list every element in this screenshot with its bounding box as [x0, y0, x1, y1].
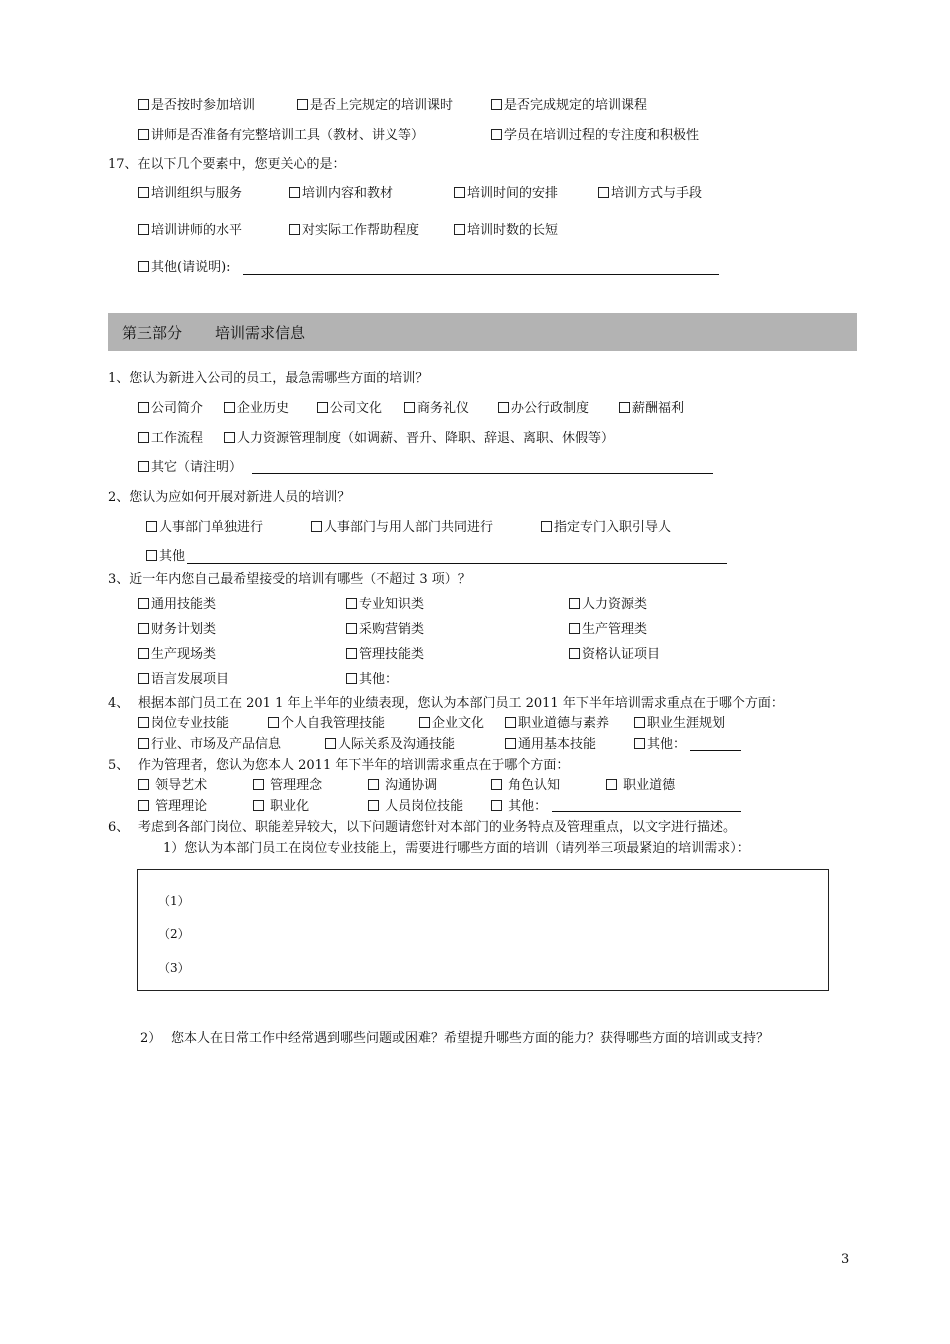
checkbox-icon: [253, 800, 264, 811]
checkbox-s3q3-production-mgmt[interactable]: 生产管理类: [569, 622, 647, 638]
question-17: 17、在以下几个要素中，您更关心的是：: [108, 157, 346, 172]
checkbox-q17-trainer[interactable]: 培训讲师的水平: [138, 223, 242, 239]
checkbox-s3q3-finance[interactable]: 财务计划类: [138, 622, 216, 638]
checkbox-q17-hours[interactable]: 培训时数的长短: [454, 223, 558, 239]
checkbox-icon: [268, 717, 279, 728]
checkbox-icon: [311, 521, 322, 532]
checkbox-s3q3-language[interactable]: 语言发展项目: [138, 672, 229, 688]
s3q2-other-input-line[interactable]: [187, 563, 727, 564]
checkbox-icon: [138, 224, 149, 235]
checkbox-s3q4-basic-skills[interactable]: 通用基本技能: [505, 737, 596, 753]
checkbox-s3q4-other[interactable]: 其他：: [634, 737, 686, 753]
checkbox-s3q3-expertise[interactable]: 专业知识类: [346, 597, 424, 613]
checkbox-icon: [541, 521, 552, 532]
checkbox-icon: [138, 402, 149, 413]
checkbox-s3q3-management[interactable]: 管理技能类: [346, 647, 424, 663]
answer-box[interactable]: [137, 869, 829, 991]
checkbox-s3q1-history[interactable]: 企业历史: [224, 401, 289, 417]
checkbox-s3q5-role[interactable]: 角色认知: [491, 778, 560, 794]
checkbox-icon: [138, 623, 149, 634]
s3q6-sub-question-2: 您本人在日常工作中经常遇到哪些问题或困难？希望提升哪些方面的能力？获得哪些方面的培训或支持？: [171, 1031, 770, 1046]
checkbox-icon: [505, 717, 516, 728]
checkbox-s3q4-industry[interactable]: 行业、市场及产品信息: [138, 737, 281, 753]
s3-question-1: 1、您认为新进入公司的员工，最急需哪些方面的培训？: [108, 371, 429, 386]
checkbox-s3q4-communication[interactable]: 人际关系及沟通技能: [325, 737, 455, 753]
checkbox-icon: [224, 432, 235, 443]
checkbox-icon: [138, 598, 149, 609]
checkbox-icon: [146, 521, 157, 532]
checkbox-icon: [289, 187, 300, 198]
checkbox-s3q5-coordination[interactable]: 沟通协调: [368, 778, 437, 794]
checkbox-icon: [138, 779, 149, 790]
s3q1-other-input-line[interactable]: [252, 473, 713, 474]
checkbox-s3q3-general-skills[interactable]: 通用技能类: [138, 597, 216, 613]
checkbox-s3q2-joint[interactable]: 人事部门与用人部门共同进行: [311, 520, 493, 536]
checkbox-icon: [138, 461, 149, 472]
checkbox-icon: [491, 129, 502, 140]
checkbox-icon: [346, 598, 357, 609]
checkbox-icon: [138, 673, 149, 684]
checkbox-icon: [569, 598, 580, 609]
checkbox-s3q5-concept[interactable]: 管理理念: [253, 778, 322, 794]
checkbox-q17-method[interactable]: 培训方式与手段: [598, 186, 702, 202]
checkbox-s3q3-other[interactable]: 其他：: [346, 672, 398, 688]
checkbox-s3q3-purchasing[interactable]: 采购营销类: [346, 622, 424, 638]
checkbox-icon: [598, 187, 609, 198]
answer-line-1: （1）: [158, 894, 190, 908]
checkbox-s3q4-professional[interactable]: 岗位专业技能: [138, 716, 229, 732]
checkbox-q17-service[interactable]: 培训组织与服务: [138, 186, 242, 202]
checkbox-s3q4-culture[interactable]: 企业文化: [419, 716, 484, 732]
checkbox-s3q5-staff-skills[interactable]: 人员岗位技能: [368, 799, 463, 815]
s3q5-other-input-line[interactable]: [552, 811, 741, 812]
section-header: [108, 313, 857, 351]
q17-other-input-line[interactable]: [243, 274, 719, 275]
checkbox-attend-on-time[interactable]: 是否按时参加培训: [138, 98, 255, 114]
s3-question-5-number: 5、: [108, 758, 130, 773]
section-part-label: 第三部分: [122, 324, 183, 342]
checkbox-icon: [346, 673, 357, 684]
checkbox-s3q3-hr[interactable]: 人力资源类: [569, 597, 647, 613]
checkbox-s3q1-intro[interactable]: 公司简介: [138, 401, 203, 417]
checkbox-icon: [224, 402, 235, 413]
checkbox-icon: [491, 99, 502, 110]
checkbox-complete-hours[interactable]: 是否上完规定的培训课时: [297, 98, 453, 114]
checkbox-icon: [569, 623, 580, 634]
checkbox-s3q4-career[interactable]: 职业生涯规划: [634, 716, 725, 732]
checkbox-complete-courses[interactable]: 是否完成规定的培训课程: [491, 98, 647, 114]
checkbox-s3q2-hr-only[interactable]: 人事部门单独进行: [146, 520, 263, 536]
checkbox-icon: [634, 738, 645, 749]
checkbox-icon: [138, 99, 149, 110]
s3q4-other-input-line[interactable]: [690, 750, 741, 751]
checkbox-s3q1-culture[interactable]: 公司文化: [317, 401, 382, 417]
checkbox-icon: [325, 738, 336, 749]
checkbox-s3q1-etiquette[interactable]: 商务礼仪: [404, 401, 469, 417]
checkbox-s3q1-workflow[interactable]: 工作流程: [138, 431, 203, 447]
checkbox-trainer-tools[interactable]: 讲师是否准备有完整培训工具（教材、讲义等）: [138, 128, 424, 144]
checkbox-icon: [138, 432, 149, 443]
checkbox-icon: [505, 738, 516, 749]
checkbox-icon: [498, 402, 509, 413]
checkbox-q17-help[interactable]: 对实际工作帮助程度: [289, 223, 419, 239]
s3q6-sub-question-2-number: 2）: [140, 1031, 162, 1046]
checkbox-s3q4-self-mgmt[interactable]: 个人自我管理技能: [268, 716, 385, 732]
s3-question-6: 考虑到各部门岗位、职能差异较大，以下问题请您针对本部门的业务特点及管理重点，以文字进行描述。: [138, 820, 737, 835]
checkbox-s3q4-ethics[interactable]: 职业道德与素养: [505, 716, 609, 732]
checkbox-icon: [138, 261, 149, 272]
s3-question-4: 根据本部门员工在 201 1 年上半年的业绩表现，您认为本部门员工 2011 年下半年培训需求重点在于哪个方面：: [138, 696, 784, 711]
checkbox-icon: [253, 779, 264, 790]
s3-question-2: 2、您认为应如何开展对新进人员的培训？: [108, 490, 351, 505]
answer-line-2: （2）: [158, 927, 190, 941]
s3q6-sub-question-1: 1）您认为本部门员工在岗位专业技能上，需要进行哪些方面的培训（请列举三项最紧迫的培训需求）：: [163, 841, 750, 856]
checkbox-s3q1-other[interactable]: 其它（请注明）: [138, 460, 242, 476]
checkbox-q17-other[interactable]: 其他(请说明):: [138, 260, 231, 276]
checkbox-icon: [289, 224, 300, 235]
checkbox-icon: [404, 402, 415, 413]
checkbox-icon: [138, 187, 149, 198]
s3-question-3: 3、近一年内您自己最希望接受的培训有哪些（不超过 3 项）？: [108, 572, 471, 587]
checkbox-s3q2-mentor[interactable]: 指定专门入职引导人: [541, 520, 671, 536]
checkbox-s3q3-shopfloor[interactable]: 生产现场类: [138, 647, 216, 663]
checkbox-icon: [454, 224, 465, 235]
checkbox-icon: [146, 550, 157, 561]
checkbox-icon: [297, 99, 308, 110]
checkbox-s3q5-other[interactable]: 其他：: [491, 799, 547, 815]
checkbox-icon: [138, 717, 149, 728]
checkbox-icon: [138, 648, 149, 659]
checkbox-s3q5-leadership[interactable]: 领导艺术: [138, 778, 207, 794]
checkbox-icon: [138, 738, 149, 749]
checkbox-s3q1-admin[interactable]: 办公行政制度: [498, 401, 589, 417]
checkbox-s3q5-ethics[interactable]: 职业道德: [606, 778, 675, 794]
section-title: 培训需求信息: [215, 324, 306, 342]
checkbox-icon: [346, 623, 357, 634]
checkbox-icon: [619, 402, 630, 413]
checkbox-icon: [491, 779, 502, 790]
checkbox-s3q5-professionalism[interactable]: 职业化: [253, 799, 309, 815]
checkbox-icon: [138, 129, 149, 140]
checkbox-icon: [419, 717, 430, 728]
checkbox-icon: [634, 717, 645, 728]
checkbox-s3q3-certification[interactable]: 资格认证项目: [569, 647, 660, 663]
checkbox-icon: [454, 187, 465, 198]
checkbox-icon: [368, 779, 379, 790]
page-number: 3: [841, 1252, 850, 1267]
checkbox-trainee-focus[interactable]: 学员在培训过程的专注度和积极性: [491, 128, 699, 144]
checkbox-q17-schedule[interactable]: 培训时间的安排: [454, 186, 568, 202]
checkbox-s3q5-theory[interactable]: 管理理论: [138, 799, 207, 815]
checkbox-icon: [368, 800, 379, 811]
checkbox-icon: [317, 402, 328, 413]
s3-question-6-number: 6、: [108, 820, 130, 835]
s3-question-5: 作为管理者，您认为您本人 2011 年下半年的培训需求重点在于哪个方面：: [138, 758, 570, 773]
checkbox-icon: [606, 779, 617, 790]
checkbox-q17-content[interactable]: 培训内容和教材: [289, 186, 393, 202]
answer-line-3: （3）: [158, 961, 190, 975]
checkbox-s3q1-salary[interactable]: 薪酬福利: [619, 401, 684, 417]
checkbox-icon: [569, 648, 580, 659]
s3-question-4-number: 4、: [108, 696, 130, 711]
checkbox-icon: [491, 800, 502, 811]
checkbox-icon: [346, 648, 357, 659]
checkbox-s3q2-other[interactable]: 其他: [146, 549, 185, 565]
checkbox-s3q1-hr-policy[interactable]: 人力资源管理制度（如调薪、晋升、降职、辞退、离职、休假等）: [224, 431, 614, 447]
checkbox-icon: [138, 800, 149, 811]
